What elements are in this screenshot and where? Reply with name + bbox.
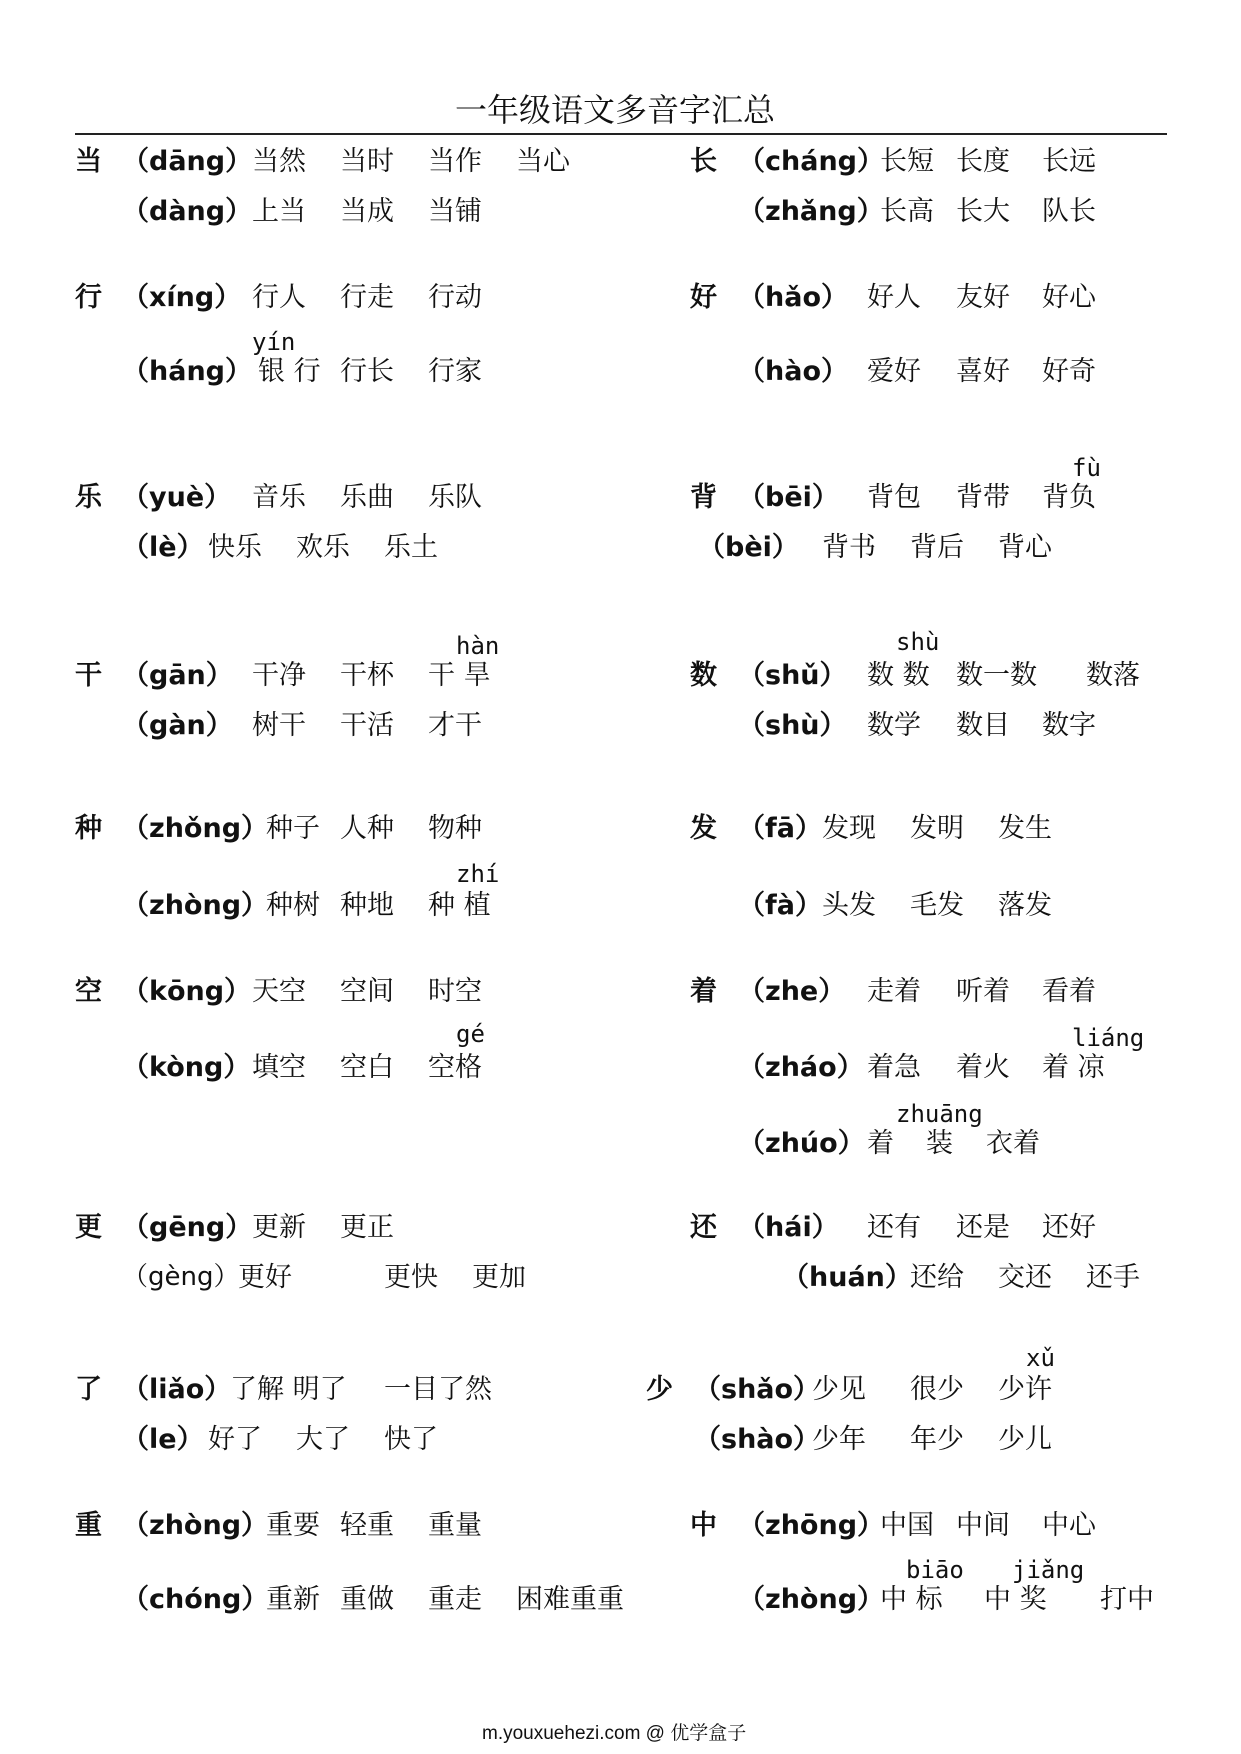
word: 发明 <box>910 813 964 844</box>
ruby-annotation: yín <box>252 328 296 356</box>
word: 着 <box>867 1128 894 1159</box>
ruby-annotation: hàn <box>456 632 500 660</box>
word: 交还 <box>998 1262 1052 1293</box>
word: 乐土 <box>384 532 438 563</box>
word: 更新 <box>252 1212 306 1243</box>
entry-char: 好 <box>690 282 717 313</box>
word: 还是 <box>956 1212 1010 1243</box>
word: 欢乐 <box>296 532 350 563</box>
word: 衣着 <box>986 1128 1040 1159</box>
word: 好人 <box>867 282 921 313</box>
entry-char: 重 <box>75 1510 102 1541</box>
word: 重新 <box>266 1584 320 1615</box>
entry-char: 长 <box>690 146 717 177</box>
page-title: 一年级语文多音字汇总 <box>455 91 776 129</box>
entry-char: 更 <box>75 1212 102 1243</box>
pinyin: （zhòng） <box>122 890 269 921</box>
pinyin: （chóng） <box>122 1584 269 1615</box>
word: 种地 <box>340 890 394 921</box>
entry-char: 发 <box>690 813 717 844</box>
word: 好了 <box>208 1424 262 1455</box>
word: 当心 <box>516 146 570 177</box>
word: 种 植 <box>428 890 491 921</box>
word: 听着 <box>956 976 1010 1007</box>
word: 数目 <box>956 710 1010 741</box>
ruby-annotation: liáng <box>1072 1024 1145 1052</box>
title-underline <box>75 133 1167 135</box>
word: 中心 <box>1042 1510 1096 1541</box>
word: 空格 <box>428 1052 482 1083</box>
pinyin: （zhe） <box>738 976 846 1007</box>
word: 走着 <box>867 976 921 1007</box>
word: 背包 <box>867 482 921 513</box>
word: 中国 <box>880 1510 934 1541</box>
pinyin: （zháo） <box>738 1052 864 1083</box>
footer-watermark: m.youxuehezi.com @ 优学盒子 <box>482 1723 747 1744</box>
word: 着急 <box>867 1052 921 1083</box>
word: 数学 <box>867 710 921 741</box>
pinyin: （shǎo） <box>694 1374 821 1405</box>
word: 当时 <box>340 146 394 177</box>
word: 重量 <box>428 1510 482 1541</box>
word: 数 数 <box>867 660 930 691</box>
word: 一目了然 <box>384 1374 492 1405</box>
word: 干净 <box>252 660 306 691</box>
word: 很少 <box>910 1374 964 1405</box>
word: 行家 <box>428 356 482 387</box>
word: 数字 <box>1042 710 1096 741</box>
word: 队长 <box>1042 196 1096 227</box>
word: 还有 <box>867 1212 921 1243</box>
pinyin: （cháng） <box>738 146 884 177</box>
word: 行长 <box>340 356 394 387</box>
word: 大了 <box>296 1424 350 1455</box>
word: 年少 <box>910 1424 964 1455</box>
ruby-annotation: biāo <box>906 1556 964 1584</box>
word: 空白 <box>340 1052 394 1083</box>
word: 打中 <box>1100 1584 1154 1615</box>
entry-char: 行 <box>75 282 102 313</box>
entry-char: 数 <box>690 660 717 691</box>
word: 当铺 <box>428 196 482 227</box>
ruby-annotation: xǔ <box>1026 1344 1055 1372</box>
word: 长远 <box>1042 146 1096 177</box>
pinyin: （kōng） <box>122 976 252 1007</box>
word: 行动 <box>428 282 482 313</box>
pinyin: （hái） <box>738 1212 839 1243</box>
word: 行人 <box>252 282 306 313</box>
pinyin: （huán） <box>782 1262 912 1293</box>
ruby-annotation: shù <box>896 628 940 656</box>
pinyin: （kòng） <box>122 1052 251 1083</box>
word: 好奇 <box>1042 356 1096 387</box>
word: 当然 <box>252 146 306 177</box>
word: 发生 <box>998 813 1052 844</box>
word: 行走 <box>340 282 394 313</box>
word: 了解 明了 <box>230 1374 347 1405</box>
pinyin: （dāng） <box>122 146 253 177</box>
pinyin: （lè） <box>122 532 204 563</box>
pinyin: （gàn） <box>122 710 233 741</box>
pinyin: （zhòng） <box>122 1510 269 1541</box>
pinyin: （zhōng） <box>738 1510 885 1541</box>
word: 少年 <box>812 1424 866 1455</box>
pinyin: （zhǎng） <box>738 196 884 227</box>
entry-char: 当 <box>75 146 102 177</box>
pinyin: （liǎo） <box>122 1374 232 1405</box>
word: 头发 <box>822 890 876 921</box>
word: 长高 <box>880 196 934 227</box>
pinyin: （gān） <box>122 660 233 691</box>
word: 看着 <box>1042 976 1096 1007</box>
ruby-annotation: zhuāng <box>896 1100 983 1128</box>
word: 毛发 <box>910 890 964 921</box>
entry-char: 着 <box>690 976 717 1007</box>
word: 才干 <box>428 710 482 741</box>
word: 长短 <box>880 146 934 177</box>
word: 喜好 <box>956 356 1010 387</box>
word: 重做 <box>340 1584 394 1615</box>
word: 上当 <box>252 196 306 227</box>
word: 更加 <box>472 1262 526 1293</box>
word: 中 奖 <box>984 1584 1047 1615</box>
pinyin: （zhòng） <box>738 1584 885 1615</box>
pinyin: （gēng） <box>122 1212 253 1243</box>
word: 落发 <box>998 890 1052 921</box>
entry-char: 空 <box>75 976 102 1007</box>
entry-char: 了 <box>75 1374 102 1405</box>
word: 填空 <box>252 1052 306 1083</box>
word: 背负 <box>1042 482 1096 513</box>
word: 装 <box>926 1128 953 1159</box>
word: 更好 <box>238 1262 292 1293</box>
word: 当作 <box>428 146 482 177</box>
word: 背带 <box>956 482 1010 513</box>
word: 轻重 <box>340 1510 394 1541</box>
word: 长度 <box>956 146 1010 177</box>
word: 快了 <box>384 1424 438 1455</box>
word: 干活 <box>340 710 394 741</box>
word: 困难重重 <box>516 1584 624 1615</box>
pinyin: （háng） <box>122 356 252 387</box>
word: 少见 <box>812 1374 866 1405</box>
word: 乐曲 <box>340 482 394 513</box>
pinyin: （dàng） <box>122 196 253 227</box>
entry-char: 中 <box>690 1510 717 1541</box>
word: 数落 <box>1086 660 1140 691</box>
word: 人种 <box>340 813 394 844</box>
entry-char: 乐 <box>75 482 102 513</box>
word: 快乐 <box>208 532 262 563</box>
word: 干杯 <box>340 660 394 691</box>
pinyin: （bèi） <box>698 532 799 563</box>
word: 时空 <box>428 976 482 1007</box>
pinyin: （le） <box>122 1424 204 1455</box>
word: 着火 <box>956 1052 1010 1083</box>
pinyin: （yuè） <box>122 482 232 513</box>
pinyin: （shù） <box>738 710 847 741</box>
ruby-annotation: jiǎng <box>1012 1556 1085 1584</box>
word: 音乐 <box>252 482 306 513</box>
word: 背书 <box>822 532 876 563</box>
word: 爱好 <box>867 356 921 387</box>
ruby-annotation: gé <box>456 1020 485 1048</box>
word: 还给 <box>910 1262 964 1293</box>
word: 重要 <box>266 1510 320 1541</box>
pinyin: （fà） <box>738 890 822 921</box>
word: 着 凉 <box>1042 1052 1105 1083</box>
word: 还好 <box>1042 1212 1096 1243</box>
word: 种子 <box>266 813 320 844</box>
entry-char: 干 <box>75 660 102 691</box>
word: 更正 <box>340 1212 394 1243</box>
word: 长大 <box>956 196 1010 227</box>
word: 发现 <box>822 813 876 844</box>
pinyin: （fā） <box>738 813 822 844</box>
entry-char: 种 <box>75 813 102 844</box>
pinyin: （hào） <box>738 356 848 387</box>
pinyin: （hǎo） <box>738 282 848 313</box>
entry-char: 少 <box>646 1374 673 1405</box>
word: 少许 <box>998 1374 1052 1405</box>
word: 当成 <box>340 196 394 227</box>
word: 天空 <box>252 976 306 1007</box>
entry-char: 背 <box>690 482 717 513</box>
word: 空间 <box>340 976 394 1007</box>
ruby-annotation: fù <box>1072 454 1101 482</box>
word: 物种 <box>428 813 482 844</box>
word: 背后 <box>910 532 964 563</box>
word: 更快 <box>384 1262 438 1293</box>
word: 树干 <box>252 710 306 741</box>
word: 还手 <box>1086 1262 1140 1293</box>
pinyin: （zhǒng） <box>122 813 269 844</box>
word: 友好 <box>956 282 1010 313</box>
word: 种树 <box>266 890 320 921</box>
word: 中 标 <box>880 1584 943 1615</box>
pinyin: （xíng） <box>122 282 242 313</box>
word: 乐队 <box>428 482 482 513</box>
pinyin: （shǔ） <box>738 660 847 691</box>
word: 干 旱 <box>428 660 491 691</box>
pinyin: （zhúo） <box>738 1128 865 1159</box>
word: 少儿 <box>998 1424 1052 1455</box>
entry-char: 还 <box>690 1212 717 1243</box>
pinyin: （gèng） <box>122 1262 240 1292</box>
word: 好心 <box>1042 282 1096 313</box>
word: 中间 <box>956 1510 1010 1541</box>
pinyin: （shào） <box>694 1424 821 1455</box>
word: 背心 <box>998 532 1052 563</box>
pinyin: （bēi） <box>738 482 839 513</box>
ruby-annotation: zhí <box>456 860 500 888</box>
word: 重走 <box>428 1584 482 1615</box>
word: 银 行 <box>258 356 321 387</box>
word: 数一数 <box>956 660 1037 691</box>
